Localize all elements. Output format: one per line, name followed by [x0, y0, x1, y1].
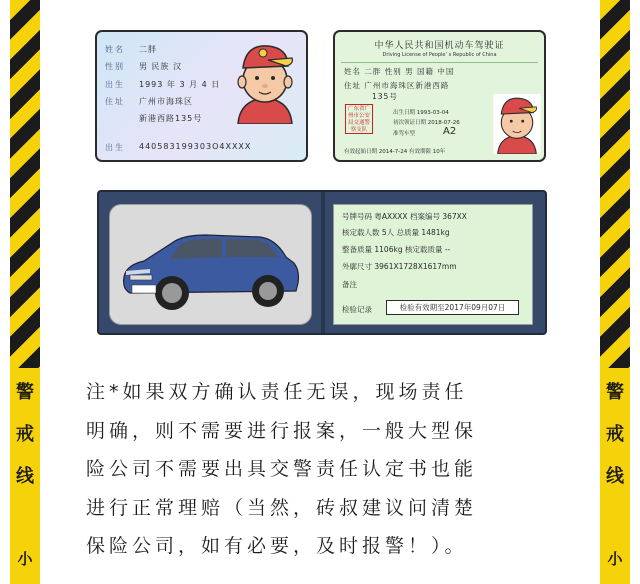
note-line-2: 明确，则不需要进行报案，一般大型保: [86, 419, 478, 442]
vl-inspect-value: 检验有效期至2017年09月07日: [386, 300, 519, 315]
vl-size-line: 外廓尺寸 3961X1728X1617mm: [342, 262, 457, 271]
id-label: 出生: [105, 143, 125, 152]
tape-left-char-4: 小: [17, 550, 33, 568]
tape-left-char-2: 戒: [16, 424, 34, 445]
driving-license: [333, 30, 546, 162]
vehicle-license: [97, 190, 547, 335]
license-photo-avatar: [493, 94, 541, 154]
vehicle-license-fold: [321, 192, 325, 333]
dl-divider: [341, 62, 538, 63]
dl-class-label: 准驾车型: [393, 131, 416, 137]
note-line-3: 险公司不需要出具交警责任认定书也能: [86, 458, 478, 480]
id-card: [95, 30, 308, 162]
id-value: 新港西路135号: [139, 114, 203, 123]
cartoon-avatar: [232, 40, 298, 124]
hazard-tape-right-band: [600, 368, 630, 584]
tape-right-char-2: 戒: [606, 424, 624, 445]
id-row-number: [105, 142, 251, 153]
stamp-line: 州市公安: [347, 113, 370, 119]
id-row-name: [105, 44, 157, 55]
id-row-address: [105, 96, 193, 107]
dl-first-issue-line: 初次领证日期 2018-07-26: [393, 120, 460, 126]
note-line-4: 进行正常理赔（当然，砖叔建议问清楚: [86, 496, 478, 519]
id-value: 男 民族 汉: [139, 62, 183, 71]
id-row-address-2: [105, 113, 202, 124]
suv-car-icon: [110, 205, 312, 325]
car-photo-panel: [109, 204, 312, 325]
vl-inspect-label: 检验记录: [342, 305, 372, 314]
id-label: 姓名: [105, 45, 125, 54]
note-line-1: 注*如果双方确认责任无误，现场责任: [86, 381, 468, 403]
police-stamp: [345, 104, 373, 134]
dl-birth-line: 出生日期 1993-03-04: [393, 110, 449, 116]
dl-valid-line: 有效起始日期 2014-7-24 有效期限 10年: [344, 149, 446, 155]
id-row-birth: [105, 79, 220, 90]
id-value: 二胖: [139, 45, 157, 54]
stamp-line: 局交通警: [347, 120, 370, 126]
id-label: 性别: [105, 62, 125, 71]
vl-plate-line: 号牌号码 粤AXXXX 档案编号 367XX: [342, 212, 467, 221]
vl-curb-line: 整备质量 1106kg 核定载质量 --: [342, 245, 451, 254]
id-value: 1993 年 3 月 4 日: [139, 80, 221, 89]
tape-right-char-4: 小: [607, 550, 623, 568]
dl-class-value: A2: [443, 126, 457, 137]
vl-seats-line: 核定载人数 5人 总质量 1481kg: [342, 228, 450, 237]
dl-title: 中华人民共和国机动车驾驶证: [374, 41, 505, 51]
dl-address-line-1: 住址 广州市海珠区新港西路: [344, 81, 450, 90]
id-label: 出生: [105, 80, 125, 89]
tape-left-char-3: 线: [16, 466, 34, 487]
stamp-line: 察支队: [350, 127, 368, 133]
hazard-tape-left-band: [10, 368, 40, 584]
tape-left-char-1: 警: [16, 382, 34, 403]
stamp-line: 广东省广: [347, 106, 370, 112]
id-row-gender: [105, 61, 182, 72]
tape-right-char-1: 警: [606, 382, 624, 403]
dl-subtitle: Driving License of People’ s Republic of China: [382, 52, 497, 58]
id-label: 住址: [105, 97, 125, 106]
note-paragraph: [86, 373, 556, 566]
id-label: [105, 113, 131, 124]
dl-name-line: 姓名 二胖 性别 男 国籍 中国: [344, 67, 455, 76]
id-value: 广州市海珠区: [139, 97, 193, 106]
tape-right-char-3: 线: [606, 466, 624, 487]
hazard-tape-left: [10, 0, 40, 584]
note-line-5: 保险公司，如有必要，及时报警！）。: [86, 535, 468, 557]
dl-address-line-2: 135号: [372, 92, 398, 101]
id-number: 440583199303O4XXXX: [139, 142, 252, 151]
vehicle-info-panel: [333, 204, 533, 325]
hazard-tape-right: [600, 0, 630, 584]
vl-remark-label: 备注: [342, 280, 357, 289]
